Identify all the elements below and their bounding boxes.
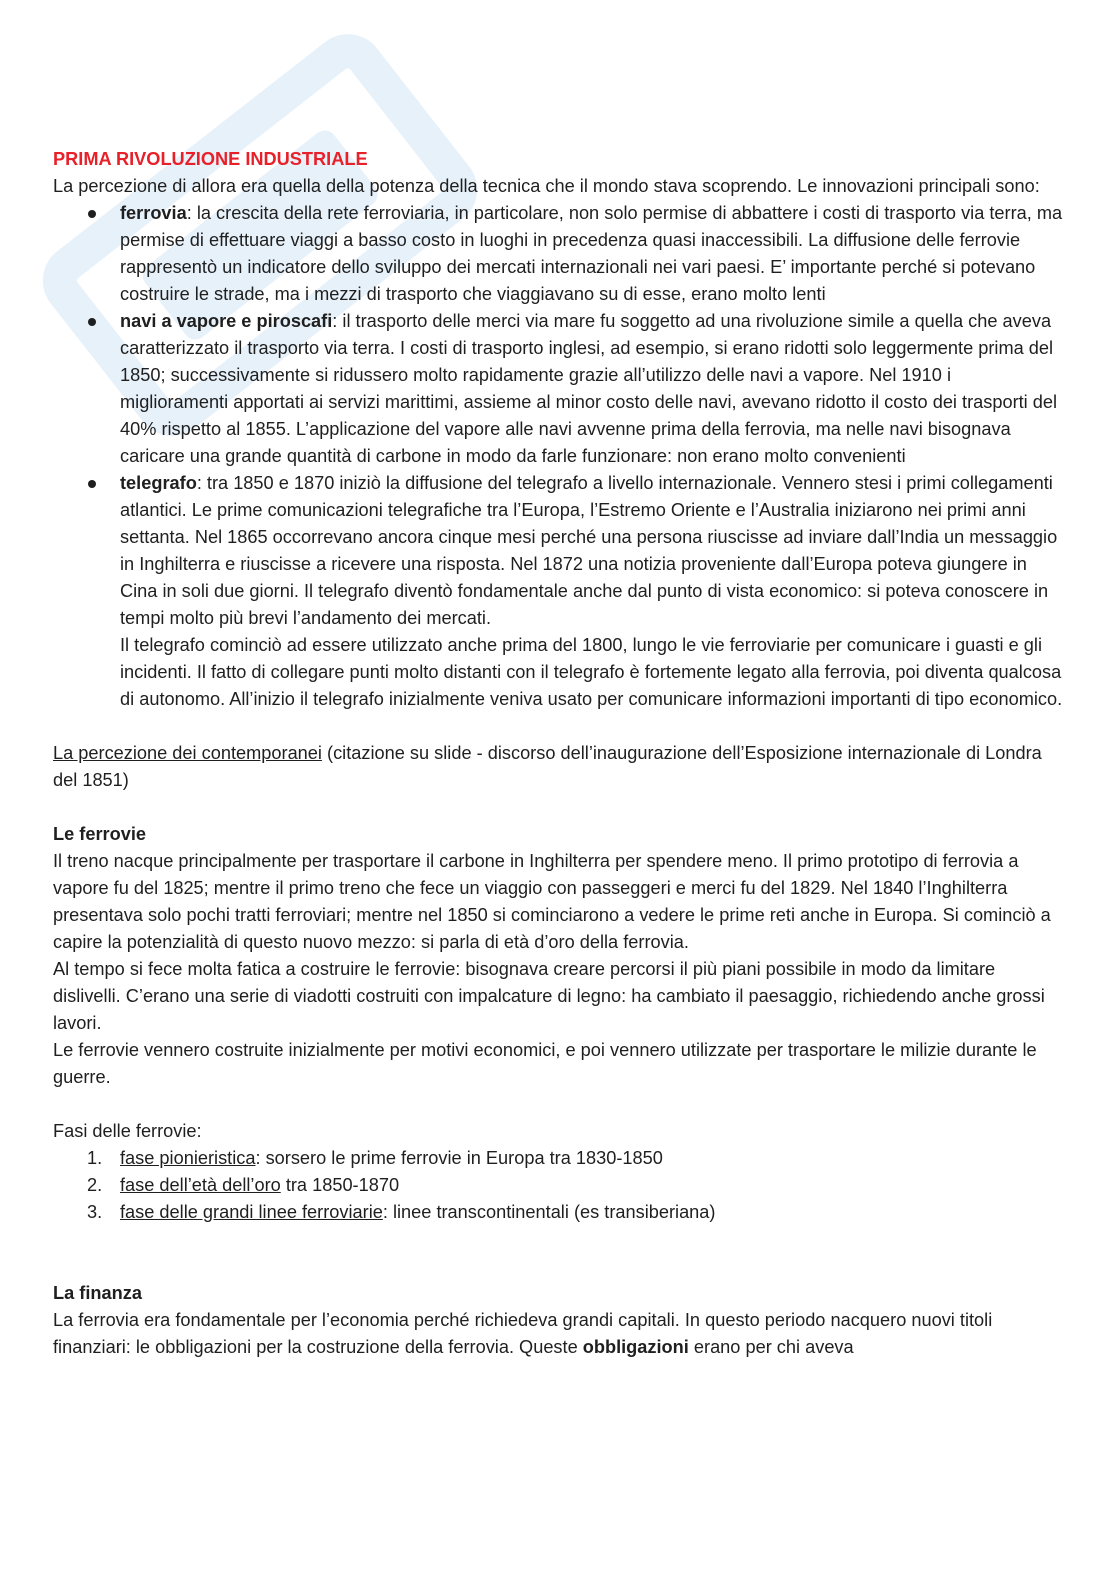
phase-term: fase pionieristica (120, 1148, 256, 1168)
finance-bold-term: obbligazioni (582, 1337, 689, 1357)
bullet-term: navi a vapore e piroscafi (120, 311, 333, 331)
phase-number: 3. (87, 1202, 103, 1222)
phase-number: 1. (87, 1148, 103, 1168)
innovations-list (53, 200, 1063, 713)
railways-paragraph-1: Il treno nacque principalmente per trasportare il carbone in Inghilterra per spendere meno. Il primo prototipo di ferrovia a vapore fu del 1825; mentre il primo treno che fece un viaggio con passeggeri e merci fu del 1829. Nel 1840 l’Inghilterra presentava solo pochi tratti ferroviari; mentre nel 1850 si cominciarono a vedere le prime reti anche in Europa. Si cominciò a capire la potenzialità di questo nuovo mezzo: si parla di età d’oro della ferrovia. (53, 851, 1051, 952)
list-item (87, 1145, 1063, 1172)
phase-text: : sorsero le prime ferrovie in Europa tra 1830-1850 (255, 1148, 663, 1168)
bullet-text: : tra 1850 e 1870 iniziò la diffusione del telegrafo a livello internazionale. Vennero stesi i primi collegamenti atlantici. Le prime comunicazioni telegrafiche tra l’Europa, l’Estremo Oriente e l’Australia iniziarono nei primi anni settanta. Nel 1865 occorrevano ancora cinque mesi perché una persona riuscisse ad inviare dall’India un messaggio in Inghilterra e riuscisse a ricevere una risposta. Nel 1872 una notizia proveniente dall’Europa poteva giungere in Cina in soli due giorni. Il telegrafo diventò fondamentale anche dal punto di vista economico: si poteva conoscere in tempi molto più brevi l’andamento dei mercati. (120, 473, 1058, 628)
finance-text-end: erano per chi aveva (688, 1337, 854, 1357)
intro-paragraph: La percezione di allora era quella della potenza della tecnica che il mondo stava scoprendo. Le innovazioni principali sono: (53, 176, 1040, 196)
railways-paragraph-2: Al tempo si fece molta fatica a costruire le ferrovie: bisognava creare percorsi il più piani possibile in modo da limitare dislivelli. C’erano una serie di viadotti costruiti con impalcature di legno: ha cambiato il paesaggio, richiedendo anche grossi lavori. (53, 959, 1045, 1033)
finance-paragraph (53, 1307, 1063, 1361)
list-item (87, 1199, 1063, 1226)
railways-heading: Le ferrovie (53, 824, 146, 844)
railways-paragraph-3: Le ferrovie vennero costruite inizialmente per motivi economici, e poi vennero utilizzate per trasportare le milizie durante le guerre. (53, 1040, 1037, 1087)
bullet-term: telegrafo (120, 473, 197, 493)
perception-paragraph (53, 740, 1063, 794)
finance-heading: La finanza (53, 1283, 142, 1303)
bullet-extra-paragraph: Il telegrafo cominciò ad essere utilizzato anche prima del 1800, lungo le vie ferroviarie per comunicare i guasti e gli incidenti. Il fatto di collegare punti molto distanti con il telegrafo è fortemente legato alla ferrovia, poi diventa qualcosa di autonomo. All’inizio il telegrafo inizialmente veniva usato per comunicare informazioni importanti di tipo economico. (120, 635, 1063, 709)
perception-text: (citazione su slide - discorso dell’inaugurazione dell’Esposizione internazionale di Londra del 1851) (53, 743, 1042, 790)
list-item (120, 470, 1063, 713)
phase-term: fase delle grandi linee ferroviarie (120, 1202, 383, 1222)
bullet-term: ferrovia (120, 203, 187, 223)
perception-link: La percezione dei contemporanei (53, 743, 322, 763)
list-item (120, 308, 1063, 470)
phases-list (53, 1145, 1063, 1226)
phases-label: Fasi delle ferrovie: (53, 1121, 202, 1141)
list-item (87, 1172, 1063, 1199)
phase-text: tra 1850-1870 (280, 1175, 400, 1195)
phase-number: 2. (87, 1175, 103, 1195)
bullet-text: : la crescita della rete ferroviaria, in particolare, non solo permise di abbattere i costi di trasporto via terra, ma permise di effettuare viaggi a basso costo in luoghi in precedenza quasi inaccessibili. La diffusione delle ferrovie rappresentò un indicatore dello sviluppo dei mercati internazionali nei vari paesi. E’ importante perché si potevano costruire le strade, ma i mezzi di trasporto che viaggiavano su di esse, erano molto lenti (120, 203, 1063, 304)
finance-text: La ferrovia era fondamentale per l’economia perché richiedeva grandi capitali. In questo periodo nacquero nuovi titoli finanziari: le obbligazioni per la costruzione della ferrovia. Queste (53, 1310, 993, 1357)
phase-text: : linee transcontinentali (es transiberiana) (382, 1202, 716, 1222)
phase-term: fase dell’età dell’oro (120, 1175, 281, 1195)
document-page (53, 146, 1063, 1361)
section-title: PRIMA RIVOLUZIONE INDUSTRIALE (53, 149, 368, 169)
list-item (120, 200, 1063, 308)
bullet-text: : il trasporto delle merci via mare fu soggetto ad una rivoluzione simile a quella che aveva caratterizzato il trasporto via terra. I costi di trasporto inglesi, ad esempio, si erano ridotti solo leggermente prima del 1850; successivamente si ridussero molto rapidamente grazie all’utilizzo delle navi a vapore. Nel 1910 i miglioramenti apportati ai servizi marittimi, assieme al minor costo delle navi, avevano ridotto il costo dei trasporti del 40% rispetto al 1855. L’applicazione del vapore alle navi avvenne prima della ferrovia, ma nelle navi bisognava caricare una grande quantità di carbone in modo da farle funzionare: non erano molto convenienti (120, 311, 1058, 466)
